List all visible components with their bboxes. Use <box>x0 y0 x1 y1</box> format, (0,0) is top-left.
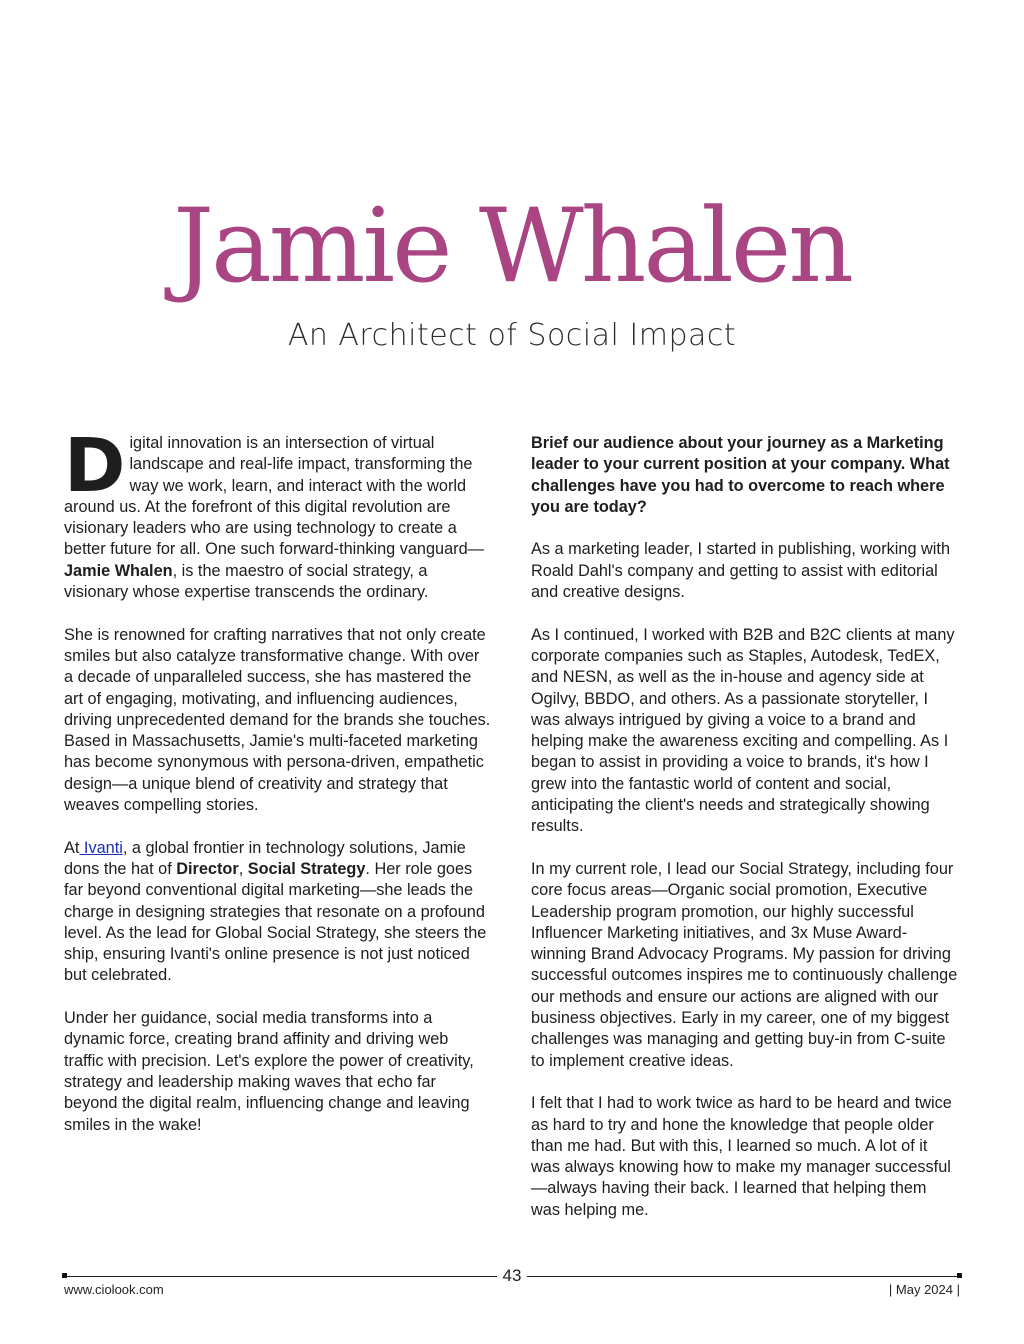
footer-issue-date: | May 2024 | <box>888 1282 960 1297</box>
company-paragraph <box>64 838 492 987</box>
footer-website: www.ciolook.com <box>64 1282 164 1297</box>
answer-paragraph-2: As I continued, I worked with B2B and B2C clients at many corporate companies such as Staples, Autodesk, TedEX, and NESN, as well as the in-house and agency side at Ogilvy, BBDO, and others. As a passionate storyteller, I was always intrigued by giving a voice to a brand and helping make the awareness exciting and compelling. As I began to assist in providing a voice to brands, it's how I grew into the fantastic world of content and social, anticipating the client's needs and strategically showing results. <box>531 625 955 836</box>
left-column <box>64 423 492 1157</box>
company-text-end: . Her role goes far beyond conventional digital marketing—she leads the charge in designing strategies that resonate on a profound level. As the lead for Global Social Strategy, she steers the ship, ensuring Ivanti's online presence is not just noticed but celebrated. <box>64 859 487 985</box>
closing-paragraph: Under her guidance, social media transforms into a dynamic force, creating brand affinity and driving web traffic with precision. Let's explore the power of creativity, strategy and leadership making waves that echo far beyond the digital realm, influencing change and leaving smiles in the wake! <box>64 1009 474 1134</box>
intro-text-start: igital innovation is an intersection of virtual landscape and real-life impact, transforming the way we work, learn, and interact with the world around us. At the forefront of this digital revolution are visionary leaders who are using technology to create a better future for all. One such forward-thinking vanguard— <box>64 434 484 559</box>
role-director: Director <box>176 859 239 878</box>
right-column <box>531 433 959 1242</box>
body-paragraph: She is renowned for crafting narratives that not only create smiles but also catalyze transformative change. With over a decade of unparalleled success, she has mastered the art of engaging, motivating, and influencing audiences, driving unprecedented demand for the brands she touches. Based in Massachusetts, Jamie's multi-faceted marketing has become synonymous with persona-driven, empathetic design—a unique blend of creativity and strategy that weaves compelling stories. <box>64 625 491 815</box>
company-text-at: At <box>64 838 80 857</box>
drop-cap: D <box>64 423 126 509</box>
intro-paragraph <box>64 423 492 603</box>
interview-question: Brief our audience about your journey as a Marketing leader to your current position at your company. What challenges have you had to overcome to reach where you are today? <box>531 434 950 516</box>
role-comma: , <box>238 859 248 878</box>
page-subtitle: An Architect of Social Impact <box>287 318 737 353</box>
answer-paragraph-1: As a marketing leader, I started in publishing, working with Roald Dahl's company and getting to assist with editorial and creative designs. <box>531 540 951 602</box>
company-text-mid: , a global frontier in technology solutions, Jamie dons the hat of <box>64 838 466 878</box>
answer-paragraph-3: In my current role, I lead our Social Strategy, including four core focus areas—Organic social promotion, Executive Leadership program promotion, our highly successful Influencer Marketing initiatives, and 3x Muse Award-winning Brand Advocacy Programs. My passion for driving successful outcomes inspires me to continuously challenge our methods and ensure our actions are aligned with our business objectives. Early in my career, one of my biggest challenges was managing and getting buy-in from C-suite to implement creative ideas. <box>531 859 958 1070</box>
ivanti-link[interactable]: Ivanti <box>79 838 123 857</box>
page-number: 43 <box>497 1266 527 1286</box>
intro-text-end: , is the maestro of social strategy, a visionary whose expertise transcends the ordinary. <box>64 561 429 602</box>
name-highlight: Jamie Whalen <box>64 561 173 580</box>
answer-paragraph-4: I felt that I had to work twice as hard to be heard and twice as hard to try and hone the knowledge that people older than me had. But with this, I learned so much. A lot of it was always knowing how to make my manager successful—always having their back. I learned that helping them was helping me. <box>531 1094 952 1219</box>
footer-rule-left-end <box>62 1273 67 1278</box>
footer-rule-right-end <box>957 1273 962 1278</box>
role-social-strategy: Social Strategy <box>247 859 366 878</box>
page-title: Jamie Whalen <box>173 187 851 306</box>
